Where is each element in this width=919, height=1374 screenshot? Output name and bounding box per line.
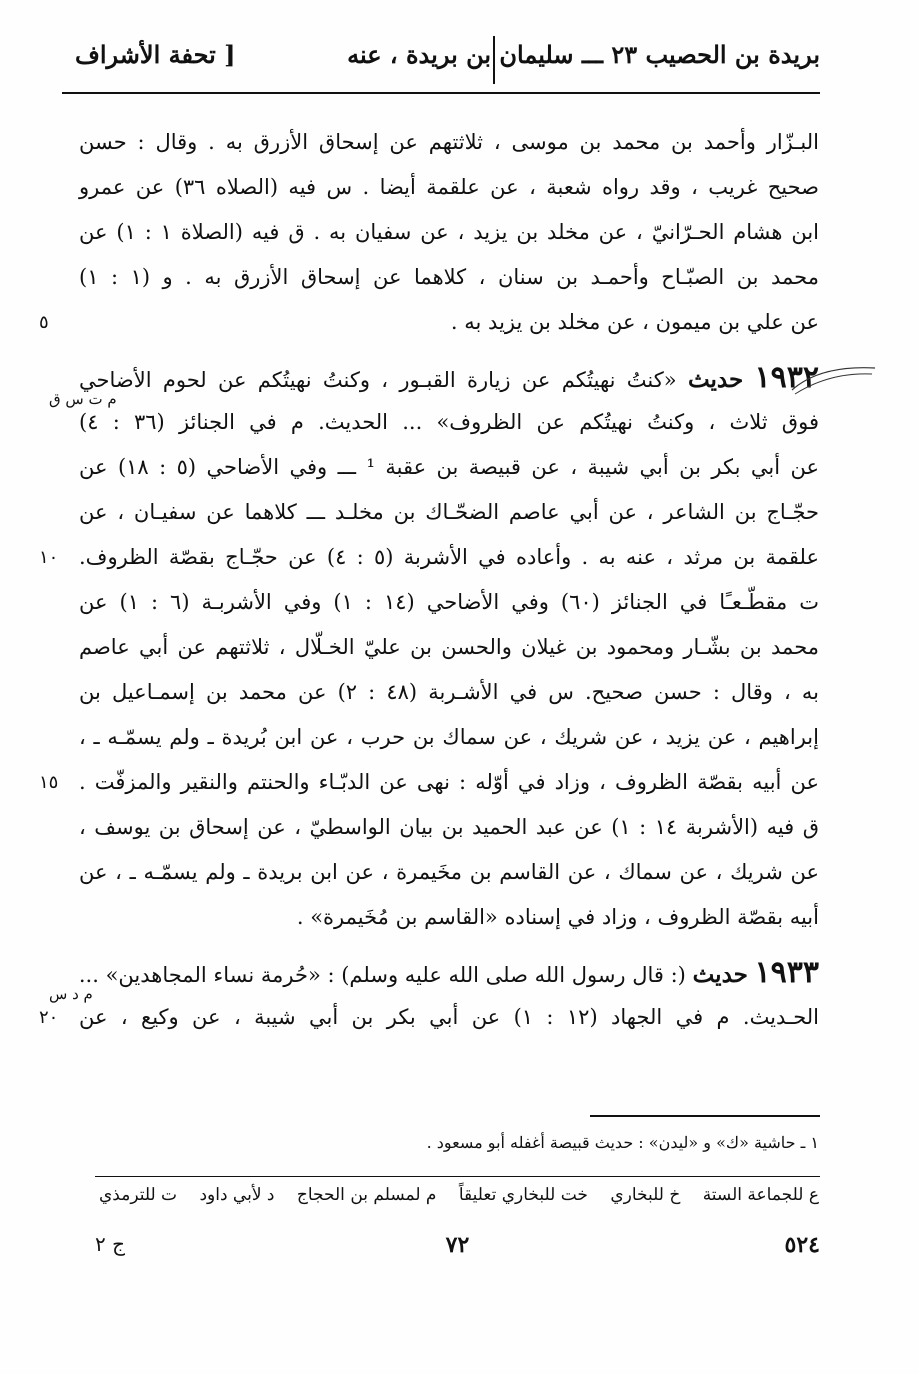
sigla-legend (99, 1185, 819, 1205)
legend-item: خ للبخاري (610, 1185, 681, 1205)
text-line: محمد بن بشّـار ومحمود بن غيلان والحسن بن عليّ الخـلّال ، ثلاثتهم عن أبي عاصم (79, 635, 819, 659)
text-line: عن شريك ، عن سماك ، عن القاسم بن مخَيمرة ، عن ابن بريدة ـ ولم يسمّـه ـ ، عن (79, 860, 819, 884)
line-number: ١٥ (39, 772, 59, 793)
text-line: عن علي بن ميمون ، عن مخلد بن يزيد به . ٥ (79, 300, 819, 345)
legend-item: د لأبي داود (199, 1185, 275, 1205)
text-line: أبيه بقصّة الظروف ، وزاد في إسناده «القاسم بن مُخَيمرة» . (296, 905, 819, 929)
entry-label: حديث (687, 366, 744, 393)
text-line: به ، وقال : حسن صحيح. س في الأشـربة (٤٨ : ٢) عن محمد بن إسمـاعيل بن (79, 680, 819, 704)
legend-rule (95, 1176, 820, 1177)
header-divider (493, 36, 495, 84)
text-line: البـزّار وأحمد بن محمد بن موسى ، ثلاثتهم عن إسحاق الأزرق به . وقال : حسن (79, 130, 819, 154)
entry-label: حديث (692, 961, 748, 988)
volume-label: ج ٢ (95, 1232, 126, 1256)
page-footer (95, 1232, 820, 1272)
text-line: ت مقطّـعـًا في الجنائز (٦٠) وفي الأضاحي (١٤ : ١) وفي الأشربـة (٦ : ١) عن (79, 590, 819, 614)
text-line: إبراهيم ، عن يزيد ، عن شريك ، عن سماك بن حرب ، عن ابن بُريدة ـ ولم يسمّـه ـ ، (79, 725, 819, 749)
line-number: ٢٠ (39, 1007, 59, 1028)
margin-sigla: م د س (49, 985, 93, 1003)
text-line: ق فيه (الأشربة ١٤ : ١) عن عبد الحميد بن بيان الواسطيّ ، عن إسحاق بن يوسف ، (79, 815, 819, 839)
hadith-entry-1932: ١٩٣٢ حديث «كنتُ نهيتُكم عن زيارة القبـور ، وكنتُ نهيتُكم عن لحوم الأضاحي م ت س ق (79, 355, 819, 400)
footnote: ١ ـ حاشية «ك» و «ليدن» : حديث قبيصة أغفله أبو مسعود . (426, 1133, 819, 1152)
running-header (75, 40, 820, 90)
text-line: عن أبيه بقصّة الظروف ، وزاد في أوّله : نهى عن الدبّـاء والحنتم والنقير والمزفّت . ١٥ (79, 760, 819, 805)
text-line: فوق ثلاث ، وكنتُ نهيتُكم عن الظروف» ... الحديث. م في الجنائز (٣٦ : ٤) (79, 410, 819, 434)
header-rule (62, 92, 820, 94)
legend-item: ع للجماعة الستة (702, 1185, 819, 1205)
page-number: ٥٢٤ (784, 1232, 820, 1258)
text-line: صحيح غريب ، وقد رواه شعبة ، عن علقمة أيضا . س فيه (الصلاه ٣٦) عن عمرو (79, 175, 819, 199)
margin-sigla: م ت س ق (49, 390, 117, 408)
line-number: ١٠ (39, 547, 59, 568)
header-book-title: [ تحفة الأشراف (75, 40, 236, 69)
footnote-rule (590, 1115, 820, 1117)
text-line: الحـديث. م في الجهاد (١٢ : ١) عن أبي بكر بن أبي شيبة ، عن وكيع ، عن ٢٠ (79, 995, 819, 1040)
legend-item: م لمسلم بن الحجاج (296, 1185, 437, 1205)
text-line: عن أبي بكر بن أبي شيبة ، عن قبيصة بن عقبة ¹ ـــ وفي الأضاحي (٥ : ١٨) عن (79, 455, 819, 479)
entry-number: ١٩٣٣ (754, 955, 819, 990)
signature-number: ٧٢ (445, 1232, 470, 1258)
main-text (39, 120, 819, 1040)
header-chapter-title: بريدة بن الحصيب ٢٣ ـــ سليمان بن بريدة ، عنه (347, 40, 820, 69)
text-line: حجّـاج بن الشاعر ، عن أبي عاصم الضحّـاك بن مخلـد ـــ كلاهما عن سفيـان ، عن (79, 500, 819, 524)
hadith-entry-1933: ١٩٣٣ حديث (: قال رسول الله صلى الله عليه وسلم) : «حُرمة نساء المجاهدين» ... م د س (79, 950, 819, 995)
entry-number: ١٩٣٢ (754, 360, 819, 395)
line-number: ٥ (39, 312, 49, 333)
legend-item: خت للبخاري تعليقاً (458, 1185, 588, 1205)
text-line: ابن هشام الحـرّانيّ ، عن مخلد بن يزيد ، عن سفيان به . ق فيه (الصلاة ١ : ١) عن (79, 220, 819, 244)
legend-item: ت للترمذي (99, 1185, 178, 1205)
text-line: محمد بن الصبّـاح وأحمـد بن سنان ، كلاهما عن إسحاق الأزرق به . و (١ : ١) (79, 265, 819, 289)
text-line: علقمة بن مرثد ، عنه به . وأعاده في الأشربة (٥ : ٤) عن حجّـاج بقصّة الظروف. ١٠ (79, 535, 819, 580)
